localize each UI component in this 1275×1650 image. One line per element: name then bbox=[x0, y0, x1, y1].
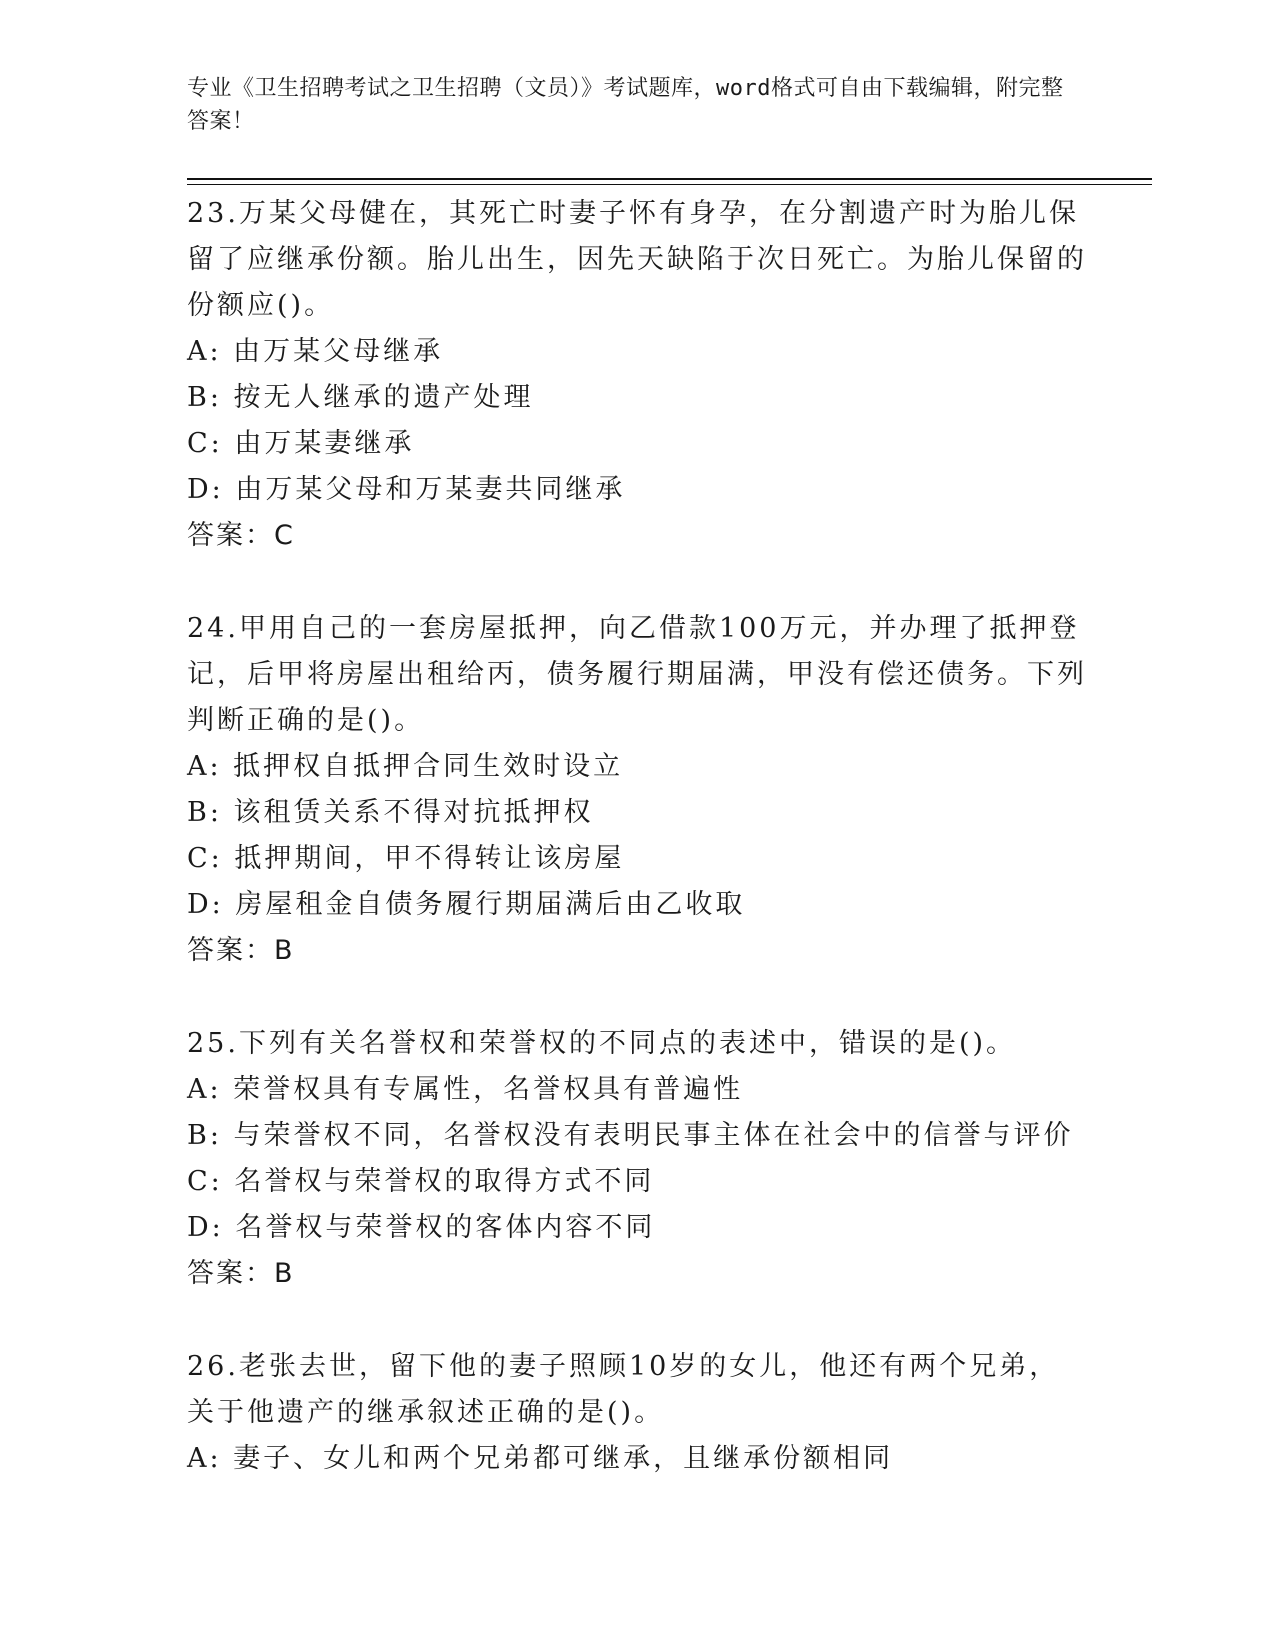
option-b: B: 该租赁关系不得对抗抵押权 bbox=[187, 797, 594, 828]
option-b: B: 与荣誉权不同，名誉权没有表明民事主体在社会中的信誉与评价 bbox=[187, 1120, 1074, 1151]
question-stem: 26.老张去世，留下他的妻子照顾10岁的女儿，他还有两个兄弟，关于他遗产的继承叙述正确的是()。 bbox=[187, 1351, 1060, 1428]
question-list bbox=[187, 191, 1087, 1529]
header-divider-thick bbox=[187, 178, 1152, 180]
option-a: A: 荣誉权具有专属性，名誉权具有普遍性 bbox=[187, 1074, 744, 1105]
question-23 bbox=[187, 191, 1087, 559]
question-25 bbox=[187, 1021, 1087, 1297]
answer-line: 答案：B bbox=[187, 935, 295, 966]
option-a: A: 妻子、女儿和两个兄弟都可继承，且继承份额相同 bbox=[187, 1443, 894, 1474]
option-b: B: 按无人继承的遗产处理 bbox=[187, 382, 534, 413]
answer-line: 答案：B bbox=[187, 1258, 295, 1289]
option-c: C: 抵押期间，甲不得转让该房屋 bbox=[187, 843, 625, 874]
option-a: A: 由万某父母继承 bbox=[187, 336, 444, 367]
question-24 bbox=[187, 606, 1087, 974]
option-d: D: 由万某父母和万某妻共同继承 bbox=[187, 474, 626, 505]
option-d: D: 名誉权与荣誉权的客体内容不同 bbox=[187, 1212, 656, 1243]
answer-line: 答案：C bbox=[187, 520, 295, 551]
option-d: D: 房屋租金自债务履行期届满后由乙收取 bbox=[187, 889, 746, 920]
question-stem: 24.甲用自己的一套房屋抵押，向乙借款100万元，并办理了抵押登记，后甲将房屋出租给丙，债务履行期届满，甲没有偿还债务。下列判断正确的是()。 bbox=[187, 613, 1087, 736]
option-a: A: 抵押权自抵押合同生效时设立 bbox=[187, 751, 624, 782]
question-stem: 25.下列有关名誉权和荣誉权的不同点的表述中，错误的是()。 bbox=[187, 1028, 1017, 1059]
option-c: C: 名誉权与荣誉权的取得方式不同 bbox=[187, 1166, 655, 1197]
document-header: 专业《卫生招聘考试之卫生招聘（文员）》考试题库，word格式可自由下载编辑，附完整答案！ bbox=[187, 76, 1064, 134]
option-c: C: 由万某妻继承 bbox=[187, 428, 415, 459]
question-stem: 23.万某父母健在，其死亡时妻子怀有身孕，在分割遗产时为胎儿保留了应继承份额。胎儿出生，因先天缺陷于次日死亡。为胎儿保留的份额应()。 bbox=[187, 198, 1087, 321]
question-26 bbox=[187, 1344, 1087, 1482]
header-divider-thin bbox=[187, 184, 1152, 185]
